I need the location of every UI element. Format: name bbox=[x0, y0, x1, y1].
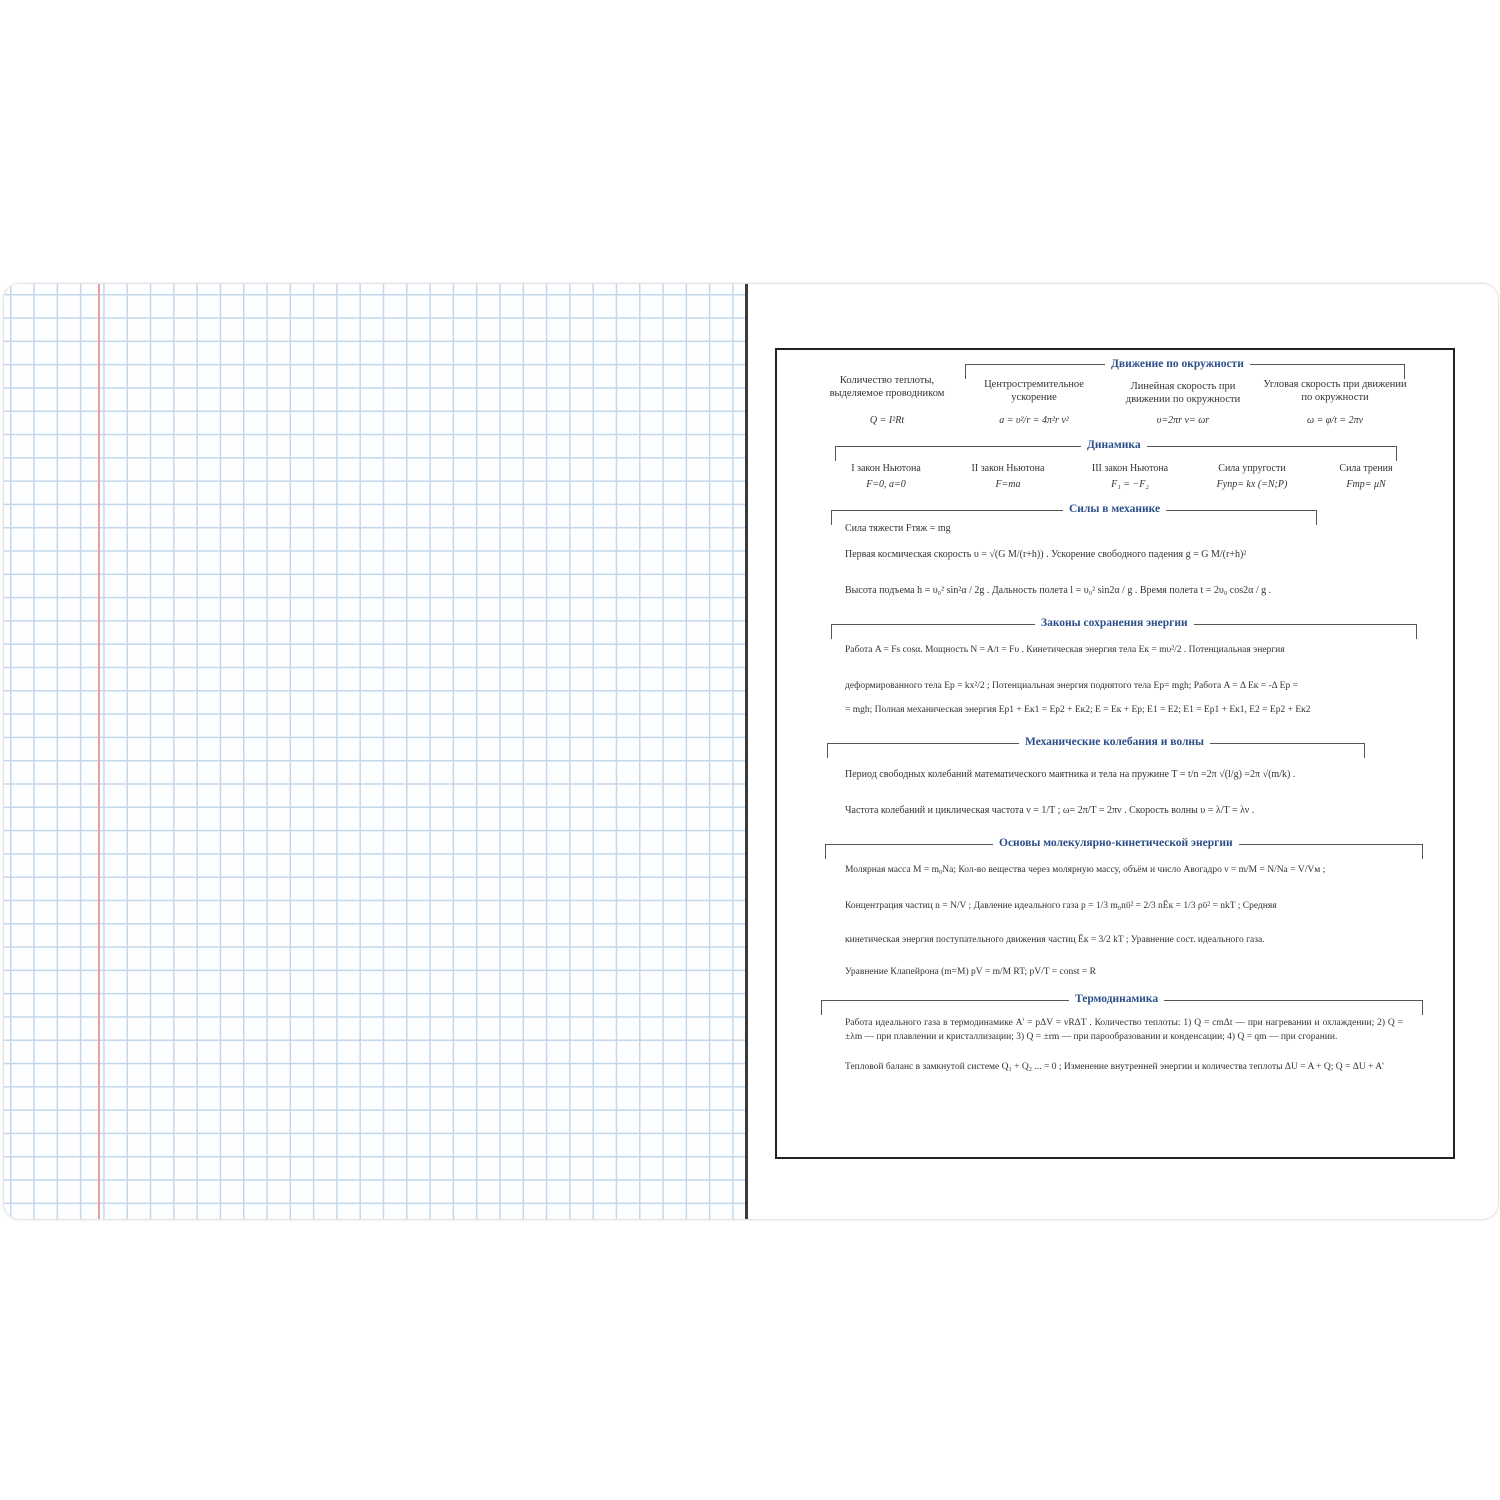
dynamics-title: Динамика bbox=[1081, 439, 1147, 451]
mkt-line: Уравнение Клапейрона (m=M) pV = m/M RT; pV/T = const = R bbox=[845, 967, 1096, 977]
mkt-title: Основы молекулярно-кинетической энергии bbox=[993, 837, 1239, 849]
circular-item-formula: υ=2πr ν= ωr bbox=[1156, 415, 1210, 426]
circular-item-label: Центростремительное ускорение bbox=[984, 379, 1084, 403]
mechanics-forces-title: Силы в механике bbox=[1063, 503, 1166, 515]
thermo-paragraph: Работа идеального газа в термодинамике A' = pΔV = νRΔT . Количество теплоты: 1) Q = cmΔt — при нагревании и охлаждении; 2) Q = ±λm — при плавлении и кристаллизации; 3) Q = ±rm — при парообразовании и конденсации; 4) Q = qm — при сгорании. bbox=[845, 1018, 1403, 1042]
circular-item-label: Угловая скорость при движении по окружности bbox=[1263, 379, 1407, 403]
oscillations-line: Период свободных колебаний математического маятника и тела на пружине T = t/n =2π √(l/g) =2π √(m/k) . bbox=[845, 769, 1296, 780]
heat-formula: Q = I²Rt bbox=[869, 415, 905, 426]
thermo-paragraph: Тепловой баланс в замкнутой системе Q₁ + Q₂ ... = 0 ; Изменение внутренней энергии и количества теплоты ΔU = A + Q; Q = ΔU + A' bbox=[845, 1062, 1384, 1072]
dynamics-item-formula: F=0, a=0 bbox=[866, 479, 906, 490]
physics-formula-sheet bbox=[775, 348, 1455, 1159]
circular-item-label: Линейная скорость при движении по окружности bbox=[1125, 381, 1241, 405]
forces-line: Первая космическая скорость υ = √(G M/(r+h)) . Ускорение свободного падения g = G M/(r+h)² bbox=[845, 549, 1247, 560]
mkt-line: Молярная масса M = m₀Nа; Кол-во вещества через молярную массу, объём и число Авогадро ν = m/M = N/Nа = V/Vм ; bbox=[845, 865, 1326, 875]
thermo-title: Термодинамика bbox=[1069, 993, 1164, 1005]
forces-line: Высота подъема h = υ₀² sin²α / 2g . Дальность полета l = υ₀² sin2α / g . Время полета t = 2υ₀ cos2α / g . bbox=[845, 585, 1272, 596]
mkt-line: кинетическая энергия поступательного движения частиц Ēк = 3/2 kT ; Уравнение сост. идеального газа. bbox=[845, 935, 1265, 945]
dynamics-item-formula: F₁ = −F₂ bbox=[1111, 479, 1149, 490]
oscillations-title: Механические колебания и волны bbox=[1019, 736, 1210, 748]
dynamics-item-label: Сила трения bbox=[1339, 463, 1393, 474]
dynamics-item-label: Сила упругости bbox=[1218, 463, 1286, 474]
forces-line: Сила тяжести Fтяж = mg bbox=[845, 523, 951, 534]
conservation-line: деформированного тела Eр = kx²/2 ; Потенциальная энергия поднятого тела Eр= mgh; Работа A = Δ Eк = -Δ Eр = bbox=[845, 681, 1298, 691]
dynamics-item-formula: F=ma bbox=[995, 479, 1021, 490]
dynamics-item-formula: Fупр= kx (=N;P) bbox=[1216, 479, 1288, 490]
circular-item-formula: a = υ²/r = 4π²r ν² bbox=[999, 415, 1069, 426]
grid-paper-page bbox=[4, 284, 745, 1219]
dynamics-item-formula: Fтр= μN bbox=[1346, 479, 1386, 490]
heat-label: Количество теплоты, выделяемое проводником bbox=[829, 375, 945, 399]
oscillations-line: Частота колебаний и циклическая частота ν = 1/T ; ω= 2π/T = 2πν . Скорость волны υ = λ/T = λν . bbox=[845, 805, 1255, 816]
mkt-line: Концентрация частиц n = N/V ; Давление идеального газа p = 1/3 m₀nῡ² = 2/3 nĒк = 1/3 ρῡ² = nkT ; Средняя bbox=[845, 901, 1277, 911]
conservation-title: Законы сохранения энергии bbox=[1035, 617, 1194, 629]
red-margin-line bbox=[98, 284, 100, 1219]
conservation-line: Работа A = Fs cosα. Мощность N = A/t = Fυ . Кинетическая энергия тела Eк = mυ²/2 . Потенциальная энергия bbox=[845, 645, 1285, 655]
conservation-line: = mgh; Полная механическая энергия Eр1 + Eк1 = Eр2 + Eк2; E = Eк + Eр; E1 = E2; E1 = Eр1 + Eк1, E2 = Eр2 + Eк2 bbox=[845, 705, 1311, 715]
dynamics-item-label: III закон Ньютона bbox=[1091, 463, 1169, 474]
circular-item-formula: ω = φ/t = 2πν bbox=[1306, 415, 1364, 426]
dynamics-item-label: II закон Ньютона bbox=[971, 463, 1045, 474]
circular-motion-title: Движение по окружности bbox=[1105, 358, 1250, 370]
dynamics-item-label: I закон Ньютона bbox=[851, 463, 921, 474]
